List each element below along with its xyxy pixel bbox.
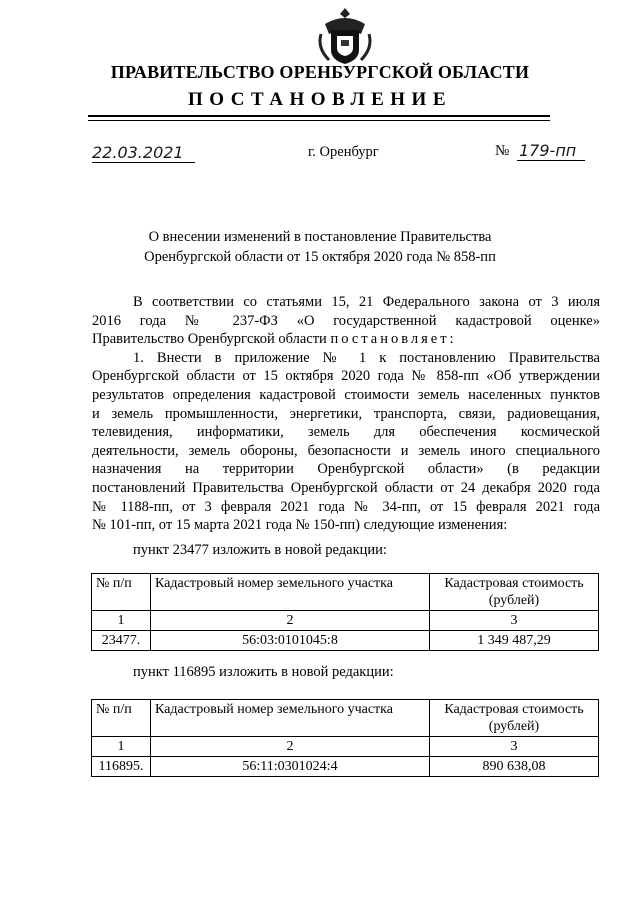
- table-cell: 2: [151, 737, 430, 757]
- table-cell: 23477.: [92, 631, 151, 651]
- table-row: [92, 631, 599, 651]
- intro-line: 2016 года № 237-ФЗ «О государственной кадастровой оценке»: [92, 312, 600, 329]
- table-cell: 116895.: [92, 757, 151, 777]
- document-city: г. Оренбург: [308, 144, 379, 160]
- table-cell: 2: [151, 611, 430, 631]
- body-text: [92, 293, 600, 535]
- item-line: № 1188-пп, от 3 февраля 2021 года № 34-пп, от 15 февраля 2021 года: [92, 498, 600, 515]
- table-cell: 1: [92, 737, 151, 757]
- table-numbering-row: [92, 737, 599, 757]
- document-number: 179-пп: [519, 141, 577, 160]
- header-rule-thick: [88, 115, 550, 117]
- table-cell: 890 638,08: [430, 757, 599, 777]
- item-line: телевидения, информатики, земель для обеспечения космической: [92, 424, 600, 441]
- intro-line: [92, 330, 600, 349]
- table-header-cell: Кадастровая стоимость (рублей): [430, 574, 599, 611]
- table-header-row: [92, 574, 599, 611]
- table-numbering-row: [92, 611, 599, 631]
- header-rule-thin: [88, 120, 550, 121]
- number-underline: [517, 160, 585, 161]
- item-line: 1. Внести в приложение № 1 к постановлению Правительства: [133, 349, 600, 366]
- intro-line: В соответствии со статьями 15, 21 Федерального закона от 3 июля: [133, 294, 600, 310]
- table-header-cell: Кадастровая стоимость (рублей): [430, 700, 599, 737]
- table-cell: 56:11:0301024:4: [151, 757, 430, 777]
- table-cell: 1 349 487,29: [430, 631, 599, 651]
- subject-line: Оренбургской области от 15 октября 2020 года № 858-пп: [144, 249, 496, 265]
- amendment-heading: пункт 116895 изложить в новой редакции:: [133, 664, 394, 680]
- amendment-table: [91, 699, 599, 777]
- amendment-heading: пункт 23477 изложить в новой редакции:: [133, 542, 387, 558]
- item-line: № 101-пп, от 15 марта 2021 года № 150-пп) следующие изменения:: [92, 517, 508, 534]
- table-row: [92, 757, 599, 777]
- item-line: результатов определения кадастровой стоимости земель населенных пунктов: [92, 386, 600, 403]
- table-header-cell: Кадастровый номер земельного участка: [151, 574, 430, 611]
- subject-line: О внесении изменений в постановление Правительства: [148, 229, 492, 245]
- table-cell: 3: [430, 737, 599, 757]
- organization-title: ПРАВИТЕЛЬСТВО ОРЕНБУРГСКОЙ ОБЛАСТИ: [110, 62, 530, 82]
- number-label: №: [495, 143, 510, 159]
- item-line: назначения на территории Оренбургской области» (в редакции: [92, 461, 600, 478]
- date-underline: [92, 162, 195, 163]
- document-subject: [120, 227, 520, 267]
- table-header-cell: № п/п: [92, 574, 151, 611]
- document-date: 22.03.2021: [92, 143, 184, 162]
- table-header-cell: Кадастровый номер земельного участка: [151, 700, 430, 737]
- resolution-word: постановляет:: [330, 331, 457, 348]
- coat-of-arms-icon: [315, 6, 375, 68]
- item-line: деятельности, земель обороны, безопасности и земель иного специального: [92, 442, 600, 459]
- document-type: ПОСТАНОВЛЕНИЕ: [187, 89, 453, 110]
- table-header-row: [92, 700, 599, 737]
- table-cell: 3: [430, 611, 599, 631]
- table-cell: 56:03:0101045:8: [151, 631, 430, 651]
- item-line: постановлений Правительства Оренбургской области от 24 декабря 2020 года: [92, 479, 600, 496]
- item-line: Оренбургской области от 15 октября 2020 года № 858-пп «Об утверждении: [92, 368, 600, 385]
- table-header-cell: № п/п: [92, 700, 151, 737]
- table-cell: 1: [92, 611, 151, 631]
- item-line: и земель промышленности, энергетики, транспорта, связи, радиовещания,: [92, 405, 600, 422]
- intro-prefix: Правительство Оренбургской области: [92, 331, 331, 348]
- amendment-table: [91, 573, 599, 651]
